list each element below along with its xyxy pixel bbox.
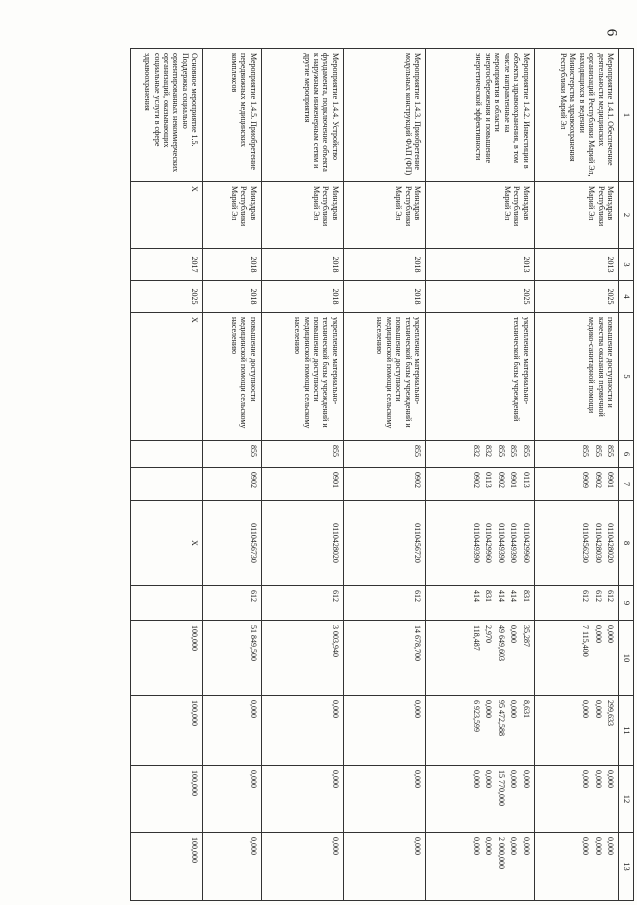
amount-col11-cell-value: 0,000 [593,700,603,718]
column-header: 8 [619,501,634,586]
csr-code-cell [343,501,425,586]
amount-col12-cell [203,766,261,833]
grbs-code-cell-value: 855 [593,445,603,457]
table-header-row [619,49,634,901]
event-name-cell [131,49,203,182]
rzpr-code-cell-value: 0901 [509,472,519,488]
amount-col11-cell-value: 0,000 [509,700,519,718]
amount-col12-cell-value: 0,000 [593,770,603,788]
purpose-cell-text: повышение доступности медицинской помощи сельскому населению [229,317,258,429]
amount-col11-cell [131,696,203,766]
rotated-table-sheet [130,48,634,900]
event-name-cell [534,49,618,182]
event-name-cell-text: Мероприятие 1.4.3. Приобретение модульных конструкций ФАП (ФП) [403,53,423,176]
start-year-cell-text: 2018 [248,256,258,273]
csr-code-cell-value: 0110429960 [521,523,531,563]
amount-col12-cell [534,766,618,833]
amount-col13-cell [261,833,343,901]
column-header: 6 [619,441,634,468]
end-year-cell-text: 2018 [330,288,340,305]
event-name-cell [203,49,261,182]
grbs-code-cell-value: 855 [581,445,591,457]
event-name-cell-text: Мероприятие 1.4.5. Приобретение передвижных медицинских комплексов [229,53,258,170]
executor-cell [261,182,343,249]
column-header: 1 [619,49,634,182]
rzpr-code-cell-value: 0902 [471,472,481,488]
vr-code-cell [131,586,203,621]
start-year-cell-text: 2018 [413,256,423,273]
amount-col11-cell-value: 0,000 [330,700,340,718]
grbs-code-cell [343,441,425,468]
grbs-code-cell [534,441,618,468]
purpose-cell [426,313,534,441]
grbs-code-cell-value: 855 [606,445,615,457]
purpose-cell-text: укрепление материально-технической базы учреждений [512,317,531,422]
amount-col12-cell-value: 0,000 [248,770,258,788]
executor-cell [131,182,203,249]
end-year-cell [261,281,343,313]
amount-col12-cell-value: 0,000 [471,770,481,788]
table-row [131,49,203,901]
amount-col11-cell-value: 6 923,599 [471,700,481,732]
amount-col10-cell [534,621,618,696]
csr-code-cell [131,501,203,586]
amount-col10-cell [343,621,425,696]
column-header: 12 [619,766,634,833]
amount-col12-cell-value: 0,000 [413,770,423,788]
purpose-cell-text: X [190,317,200,323]
end-year-cell [534,281,618,313]
rzpr-code-cell [261,468,343,501]
amount-col13-cell-value: 0,000 [471,837,481,855]
amount-col11-cell [203,696,261,766]
csr-code-cell [261,501,343,586]
end-year-cell [203,281,261,313]
vr-code-cell [534,586,618,621]
vr-code-cell-value: 612 [581,590,591,602]
grbs-code-cell-value: 855 [248,445,258,457]
event-name-cell [343,49,425,182]
amount-col13-cell [534,833,618,901]
csr-code-cell-value: X [190,540,200,546]
executor-cell-text: Минздрав Республики Марий Эл [229,186,258,227]
executor-cell-text: Минздрав Республики Марий Эл [587,186,615,227]
amount-col11-cell-value: 0,000 [581,700,591,718]
vr-code-cell [343,586,425,621]
amount-col12-cell-value: 0,000 [509,770,519,788]
amount-col12-cell-value: 0,000 [330,770,340,788]
amount-col13-cell-value: 0,000 [521,837,531,855]
vr-code-cell-value: 612 [593,590,603,602]
column-header: 13 [619,833,634,901]
start-year-cell [343,249,425,281]
vr-code-cell-value: 831 [484,590,494,602]
executor-cell-text: Минздрав Республики Марий Эл [394,186,423,227]
amount-col10-cell-value: 7 115,400 [581,625,591,657]
start-year-cell [534,249,618,281]
vr-code-cell-value: 612 [248,590,258,602]
purpose-cell [343,313,425,441]
amount-col10-cell [131,621,203,696]
executor-cell-text: X [190,186,200,192]
vr-code-cell [261,586,343,621]
executor-cell [203,182,261,249]
budget-table [130,48,634,901]
grbs-code-cell-value: 855 [413,445,423,457]
grbs-code-cell-value: 832 [484,445,494,457]
end-year-cell-text: 2025 [190,288,200,305]
purpose-cell [534,313,618,441]
rzpr-code-cell-value: 0902 [248,472,258,488]
rzpr-code-cell-value: 0901 [330,472,340,488]
amount-col11-cell-value: 0,000 [484,700,494,718]
vr-code-cell-value: 612 [606,590,615,602]
event-name-cell [426,49,534,182]
amount-col11-cell-value: 0,000 [248,700,258,718]
amount-col10-cell-value: 118,487 [471,625,481,651]
purpose-cell [131,313,203,441]
table-row [426,49,534,901]
csr-code-cell-value: 0110429960 [484,523,494,563]
amount-col11-cell [426,696,534,766]
purpose-cell [203,313,261,441]
column-header: 7 [619,468,634,501]
start-year-cell [203,249,261,281]
table-row [203,49,261,901]
amount-col13-cell-value: 0,000 [330,837,340,855]
end-year-cell-text: 2025 [521,288,531,305]
csr-code-cell [203,501,261,586]
vr-code-cell-value: 414 [496,590,506,602]
rzpr-code-cell-value: 0909 [581,472,591,488]
purpose-cell-text: укрепление материально-технической базы учреждений и повышение доступности медицинской помощи сельскому населению [375,317,423,429]
amount-col10-cell-value: 0,000 [606,625,615,643]
end-year-cell-text: 2018 [248,288,258,305]
amount-col13-cell-value: 0,000 [413,837,423,855]
vr-code-cell-value: 612 [413,590,423,602]
amount-col12-cell-value: 0,000 [521,770,531,788]
amount-col12-cell-value: 0,000 [606,770,615,788]
column-header: 2 [619,182,634,249]
grbs-code-cell-value: 855 [509,445,519,457]
amount-col10-cell-value: 2,970 [484,625,494,643]
amount-col13-cell-value: 2 000,000 [496,837,506,869]
amount-col13-cell [203,833,261,901]
grbs-code-cell [131,441,203,468]
vr-code-cell-value: 414 [509,590,519,602]
amount-col11-cell [261,696,343,766]
start-year-cell [426,249,534,281]
table-row [261,49,343,901]
rzpr-code-cell [203,468,261,501]
amount-col12-cell-value: 100,000 [190,770,200,796]
grbs-code-cell-value: 855 [330,445,340,457]
csr-code-cell-value: 0110428020 [330,523,340,563]
event-name-cell-text: Основное мероприятие 1.5. Поддержка социально ориентированных некоммерческих организаций, оказывающих социальные услуги в сфере здравоохранения [143,53,200,173]
amount-col10-cell-value: 100,000 [190,625,200,651]
rzpr-code-cell [426,468,534,501]
table-row [534,49,618,901]
vr-code-cell [426,586,534,621]
grbs-code-cell-value: 855 [496,445,506,457]
end-year-cell [343,281,425,313]
rzpr-code-cell-value: 0901 [606,472,615,488]
amount-col12-cell [426,766,534,833]
purpose-cell-text: повышение доступности и качества оказания первичной медико-санитарной помощи [587,317,615,417]
amount-col11-cell-value: 0,000 [413,700,423,718]
amount-col10-cell-value: 3 003,940 [330,625,340,657]
table-body [131,49,619,901]
event-name-cell-text: Мероприятие 1.4.4. Устройство фундамента, подключение объекта к наружным инженерным сетям и другие мероприятия [302,53,340,172]
csr-code-cell-value: 0110449390 [509,523,519,563]
amount-col13-cell [343,833,425,901]
rzpr-code-cell-value: 0113 [521,472,531,488]
column-header: 4 [619,281,634,313]
amount-col13-cell-value: 0,000 [606,837,615,855]
vr-code-cell-value: 831 [521,590,531,602]
rzpr-code-cell-value: 0113 [484,472,494,488]
csr-code-cell [426,501,534,586]
end-year-cell [131,281,203,313]
rzpr-code-cell [343,468,425,501]
column-header: 9 [619,586,634,621]
start-year-cell [261,249,343,281]
column-header: 11 [619,696,634,766]
column-header: 5 [619,313,634,441]
amount-col13-cell-value: 0,000 [509,837,519,855]
grbs-code-cell [426,441,534,468]
csr-code-cell-value: 0110449390 [496,523,506,563]
grbs-code-cell-value: 832 [471,445,481,457]
amount-col11-cell [343,696,425,766]
amount-col13-cell [426,833,534,901]
amount-col11-cell [534,696,618,766]
grbs-code-cell [203,441,261,468]
executor-cell [426,182,534,249]
amount-col10-cell-value: 49 649,603 [496,625,506,661]
amount-col12-cell [261,766,343,833]
amount-col12-cell [343,766,425,833]
grbs-code-cell [261,441,343,468]
amount-col10-cell [261,621,343,696]
column-header: 10 [619,621,634,696]
csr-code-cell-value: 0110456720 [413,523,423,563]
amount-col12-cell-value: 0,000 [484,770,494,788]
page-number: 6 [603,28,620,37]
amount-col13-cell-value: 0,000 [484,837,494,855]
amount-col11-cell-value: 8,631 [521,700,531,718]
start-year-cell-text: 2017 [190,256,200,273]
executor-cell-text: Минздрав Республики Марий Эл [502,186,531,227]
csr-code-cell-value: 0110428030 [593,523,603,563]
amount-col10-cell-value: 0,000 [509,625,519,643]
csr-code-cell-value: 0110449390 [471,523,481,563]
amount-col12-cell [131,766,203,833]
executor-cell [343,182,425,249]
event-name-cell [261,49,343,182]
amount-col12-cell-value: 0,000 [581,770,591,788]
amount-col10-cell-value: 51 849,500 [248,625,258,661]
csr-code-cell-value: 0110456730 [248,523,258,563]
start-year-cell-text: 2013 [606,256,615,273]
amount-col13-cell-value: 0,000 [248,837,258,855]
executor-cell [534,182,618,249]
event-name-cell-text: Мероприятие 1.4.1. Обеспечение деятельности медицинских организаций Республики Марий Эл, находящихся в ведении Министерства здравоохранения Республики Марий Эл [558,53,615,177]
end-year-cell-text: 2018 [413,288,423,305]
executor-cell-text: Минздрав Республики Марий Эл [312,186,340,227]
amount-col13-cell-value: 100,000 [190,837,200,863]
amount-col10-cell-value: 14 678,700 [413,625,423,661]
start-year-cell [131,249,203,281]
grbs-code-cell-value: 855 [521,445,531,457]
end-year-cell [426,281,534,313]
vr-code-cell-value: 612 [330,590,340,602]
event-name-cell-text: Мероприятие 1.4.2. Инвестиции в объекты здравоохранения, в том числе направленные на мероприятия в области энергосбережения и повышение энергетической эффективности [474,53,531,169]
amount-col13-cell-value: 0,000 [581,837,591,855]
amount-col10-cell-value: 35,287 [521,625,531,647]
amount-col10-cell-value: 0,000 [593,625,603,643]
start-year-cell-text: 2013 [521,256,531,273]
column-header: 3 [619,249,634,281]
end-year-cell-text: 2025 [606,288,615,305]
amount-col10-cell [426,621,534,696]
amount-col13-cell [131,833,203,901]
purpose-cell [261,313,343,441]
rzpr-code-cell [131,468,203,501]
rzpr-code-cell-value: 0902 [593,472,603,488]
start-year-cell-text: 2018 [330,256,340,273]
amount-col11-cell-value: 299,633 [606,700,615,726]
table-row [343,49,425,901]
amount-col12-cell-value: 15 770,000 [496,770,506,806]
csr-code-cell-value: 0110456230 [581,523,591,563]
amount-col11-cell-value: 95 472,588 [496,700,506,736]
vr-code-cell [203,586,261,621]
rzpr-code-cell-value: 0902 [496,472,506,488]
amount-col13-cell-value: 0,000 [593,837,603,855]
csr-code-cell-value: 0110428020 [606,523,615,563]
rzpr-code-cell [534,468,618,501]
vr-code-cell-value: 414 [471,590,481,602]
csr-code-cell [534,501,618,586]
rzpr-code-cell-value: 0902 [413,472,423,488]
amount-col10-cell [203,621,261,696]
purpose-cell-text: укрепление материально-технической базы учреждений и повышение доступности медицинской помощи сельскому населению [293,317,340,429]
amount-col11-cell-value: 100,000 [190,700,200,726]
